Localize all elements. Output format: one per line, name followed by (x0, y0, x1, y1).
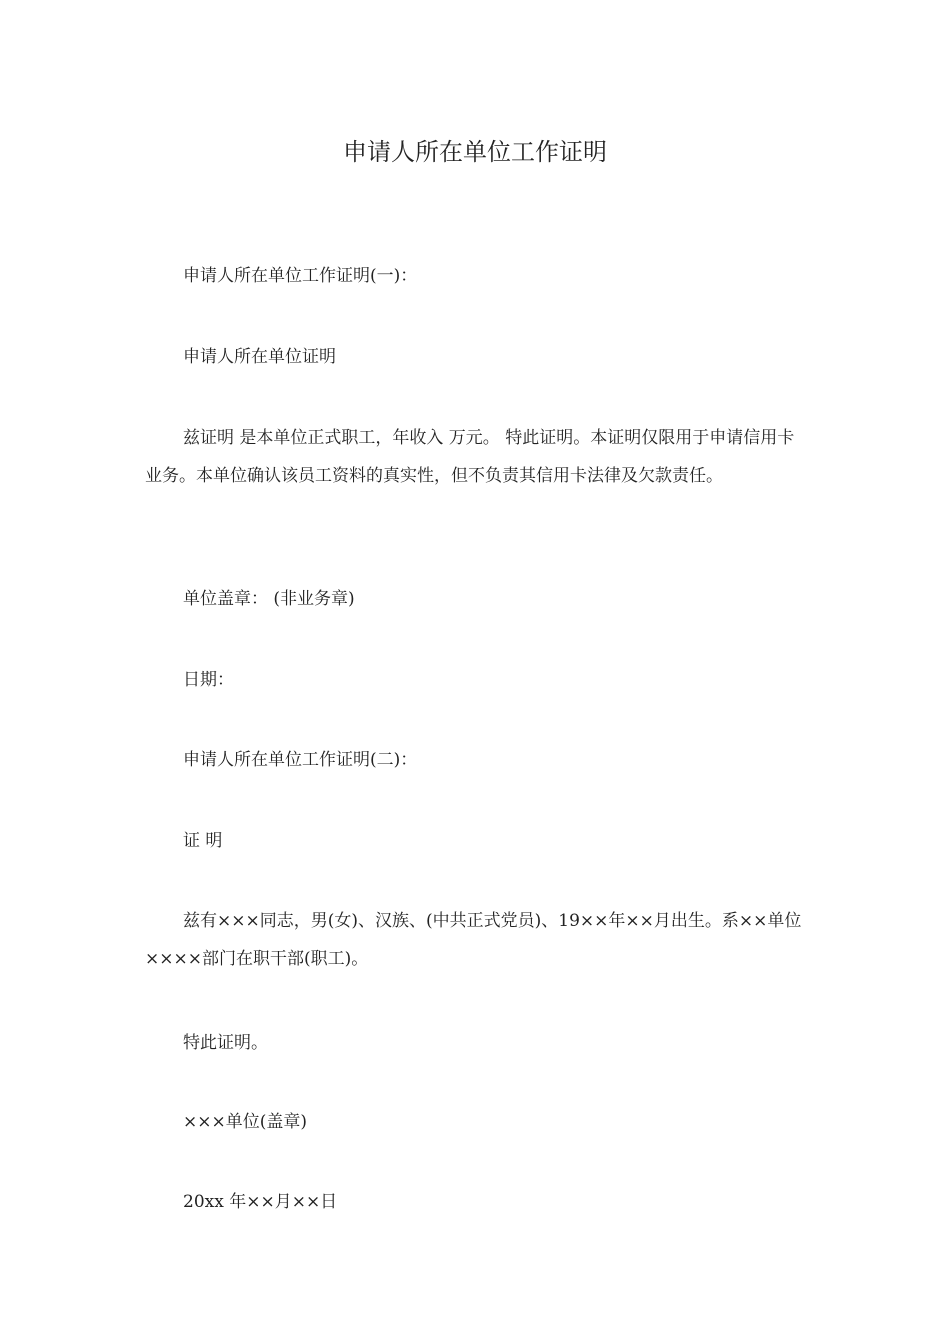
certificate-body-one: 兹证明 是本单位正式职工，年收入 万元。 特此证明。本证明仅限用于申请信用卡业务。本单位确认该员工资料的真实性，但不负责其信用卡法律及欠款责任。 (145, 428, 795, 486)
certificate-heading-one: 申请人所在单位证明 (183, 347, 336, 367)
unit-seal-line: ×××单位(盖章) (183, 1112, 307, 1132)
section-two-heading: 申请人所在单位工作证明(二)： (183, 750, 418, 770)
closing-line: 特此证明。 (183, 1033, 268, 1053)
section-one-heading: 申请人所在单位工作证明(一)： (183, 266, 418, 286)
seal-line: 单位盖章： (非业务章) (183, 589, 355, 609)
document-title: 申请人所在单位工作证明 (343, 138, 607, 166)
certificate-body-two: 兹有×××同志，男(女)、汉族、(中共正式党员)、19××年××月出生。系××单位××××部门在职干部(职工)。 (145, 911, 802, 969)
date-line: 日期： (183, 670, 234, 690)
certificate-heading-two: 证 明 (183, 831, 223, 851)
issue-date-line: 20xx 年××月××日 (183, 1192, 338, 1212)
